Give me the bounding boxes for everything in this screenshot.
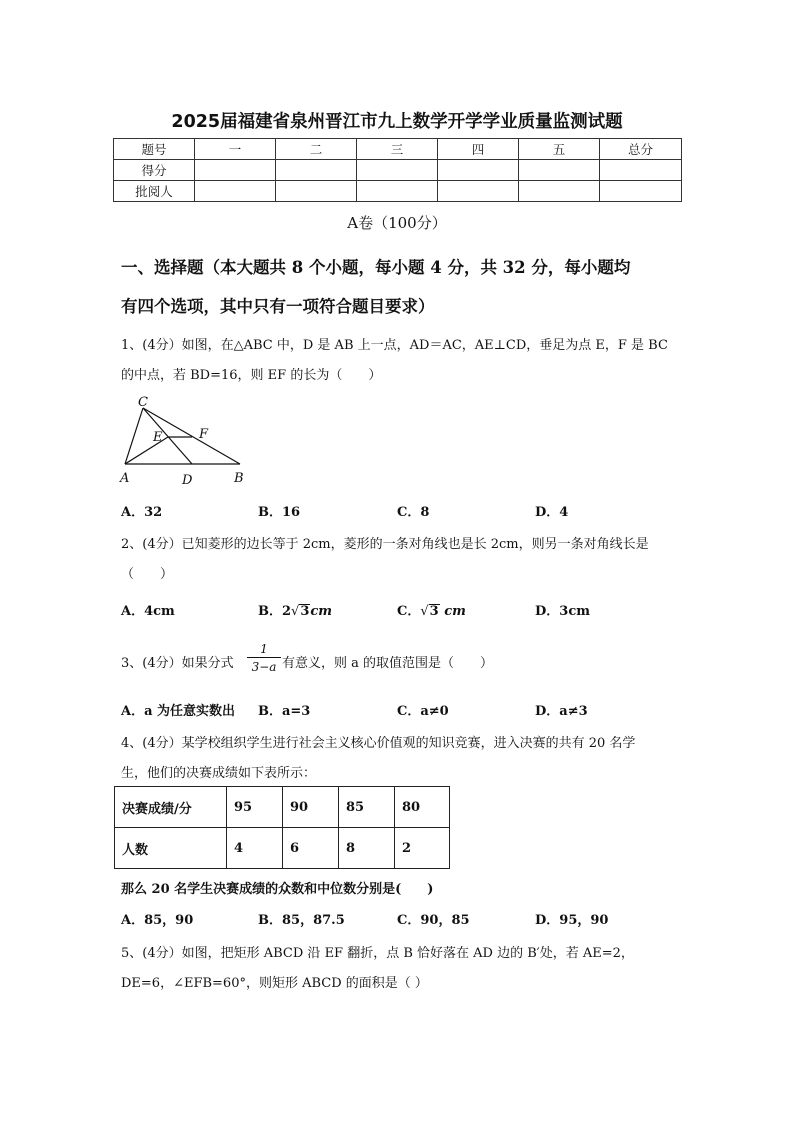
q3-option-c: C．a≠0 [397, 704, 449, 719]
score-cell [276, 181, 357, 202]
q3-text-prefix: 3、(4分）如果分式 [121, 656, 234, 671]
sqrt-symbol: √ [420, 604, 429, 619]
table-cell: 85 [339, 787, 395, 828]
q2-option-c-radicand: 3 [429, 604, 439, 619]
section-heading-line2: 有四个选项，其中只有一项符合题目要求） [121, 297, 435, 316]
label-f: F [199, 427, 209, 442]
score-cell [357, 160, 438, 181]
q4-text-line1: 4、(4分）某学校组织学生进行社会主义核心价值观的知识竞赛，进入决赛的共有 20 名学 [121, 736, 636, 751]
score-cell [357, 181, 438, 202]
q3-option-d: D．a≠3 [535, 704, 588, 719]
table-cell: 2 [395, 828, 450, 869]
q4-option-c: C．90，85 [397, 913, 470, 928]
score-cell [519, 181, 600, 202]
q3-fraction [247, 641, 281, 676]
table-row [115, 787, 450, 828]
score-table-header-row [114, 139, 682, 160]
q1-option-b: B．16 [258, 505, 301, 520]
table-cell: 4 [227, 828, 283, 869]
q2-text-line2: （ ） [121, 567, 174, 582]
label-a: A [120, 471, 130, 486]
q1-option-d: D．4 [535, 505, 569, 520]
score-table-header-cell: 四 [438, 139, 519, 160]
score-table-row [114, 160, 682, 181]
q3-text-suffix: 有意义，则 a 的取值范围是（ ） [282, 656, 494, 671]
label-c: C [138, 395, 148, 410]
label-b: B [234, 471, 244, 486]
score-table-row-label: 得分 [114, 160, 195, 181]
q1-option-c: C．8 [397, 505, 430, 520]
score-cell [276, 160, 357, 181]
label-e: E [153, 430, 163, 445]
score-cell [195, 160, 276, 181]
q5-text-line2: DE=6，∠EFB=60°，则矩形 ABCD 的面积是（ ） [121, 976, 428, 991]
q1-text-line1: 1、(4分）如图，在△ABC 中，D 是 AB 上一点，AD＝AC，AE⊥CD，垂足为点 E，F 是 BC [121, 338, 668, 353]
table-cell: 8 [339, 828, 395, 869]
q2-option-b-radicand: 3 [300, 604, 310, 619]
score-table-header-cell: 二 [276, 139, 357, 160]
q2-option-c-unit: cm [439, 604, 466, 619]
sqrt-symbol: √ [291, 604, 300, 619]
table-cell: 95 [227, 787, 283, 828]
score-cell [438, 160, 519, 181]
table-cell: 人数 [115, 828, 227, 869]
volume-label: A卷（100分） [347, 214, 447, 232]
table-cell: 80 [395, 787, 450, 828]
q2-option-c [397, 600, 466, 619]
q4-option-d: D．95，90 [535, 913, 609, 928]
q5-text-line1: 5、(4分）如图，把矩形 ABCD 沿 EF 翻折，点 B 恰好落在 AD 边的 B′处，若 AE=2， [121, 946, 634, 961]
q2-option-b [258, 600, 332, 619]
score-table-header-cell: 五 [519, 139, 600, 160]
table-cell: 90 [283, 787, 339, 828]
score-cell [195, 181, 276, 202]
score-table-header-cell: 三 [357, 139, 438, 160]
score-table-header-cell: 题号 [114, 139, 195, 160]
score-table-row [114, 181, 682, 202]
q3-option-a: A．a 为任意实数出 [121, 704, 236, 719]
segment-cd [143, 408, 192, 464]
q4-option-b: B．85，87.5 [258, 913, 345, 928]
score-cell [600, 181, 682, 202]
q4-score-table [114, 786, 450, 869]
q2-option-a: A．4cm [121, 604, 175, 619]
q4-question: 那么 20 名学生决赛成绩的众数和中位数分别是( ) [121, 882, 434, 897]
score-table-header-cell: 总分 [600, 139, 682, 160]
q4-text-line2: 生，他们的决赛成绩如下表所示： [121, 766, 317, 781]
table-cell: 6 [283, 828, 339, 869]
table-row [115, 828, 450, 869]
score-cell [519, 160, 600, 181]
segment-ca [125, 408, 143, 464]
score-table-header-cell: 一 [195, 139, 276, 160]
q2-option-b-unit: cm [310, 604, 333, 619]
q3-fraction-numerator: 1 [260, 642, 268, 656]
triangle-figure [112, 393, 252, 488]
q3-option-b: B．a=3 [258, 704, 311, 719]
label-d: D [182, 473, 193, 488]
q2-option-d: D．3cm [535, 604, 590, 619]
score-table-row-label: 批阅人 [114, 181, 195, 202]
table-cell: 决赛成绩/分 [115, 787, 227, 828]
q1-text-line2: 的中点，若 BD=16，则 EF 的长为（ ） [121, 368, 382, 383]
q2-text-line1: 2、(4分）已知菱形的边长等于 2cm，菱形的一条对角线也是长 2cm，则另一条对角线长是 [121, 537, 649, 552]
q2-option-c-prefix: C． [397, 604, 421, 619]
score-cell [438, 181, 519, 202]
q1-option-a: A．32 [121, 505, 163, 520]
q2-option-b-prefix: B．2 [258, 604, 292, 619]
q3-fraction-denominator: 3−a [251, 660, 277, 674]
score-cell [600, 160, 682, 181]
section-heading-line1: 一、选择题（本大题共 8 个小题，每小题 4 分，共 32 分，每小题均 [121, 258, 631, 277]
q4-option-a: A．85，90 [121, 913, 194, 928]
page-title: 2025届福建省泉州晋江市九上数学开学学业质量监测试题 [171, 112, 623, 132]
score-table [113, 138, 682, 202]
